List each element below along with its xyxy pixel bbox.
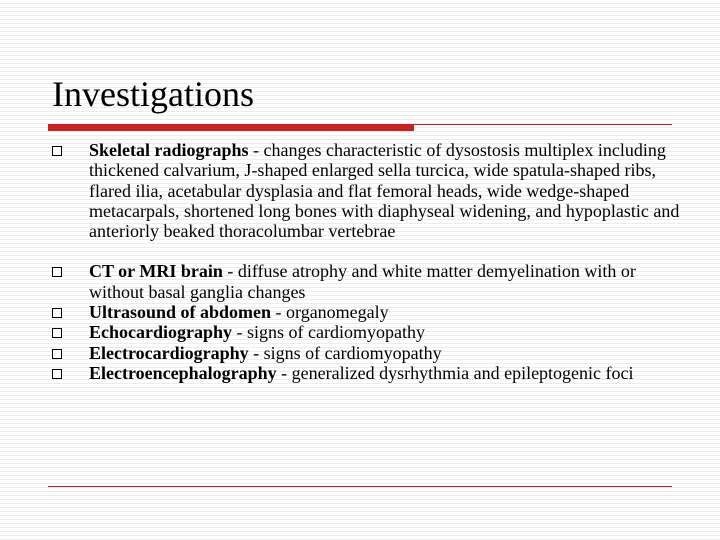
footer-divider: [48, 486, 672, 487]
bullet-item-ultrasound-abdomen: [52, 302, 682, 322]
bullet-text: - signs of cardiomyopathy: [232, 322, 425, 343]
bullet-text: - diffuse atrophy and white matter demyelination with or without basal ganglia changes: [89, 261, 636, 302]
bullet-item-echocardiography: [52, 322, 682, 342]
hollow-square-icon: [52, 369, 62, 379]
hollow-square-icon: [52, 349, 62, 359]
bullet-text: - generalized dysrhythmia and epileptogenic foci: [276, 362, 634, 383]
bullet-term: CT or MRI brain: [89, 261, 223, 282]
bullet-item-ct-mri-brain: [52, 261, 682, 302]
bullet-term: Electrocardiography: [89, 342, 249, 363]
hollow-square-icon: [52, 328, 62, 338]
title-accent-bar: [48, 124, 414, 131]
bullet-item-skeletal-radiographs: [52, 140, 682, 241]
bullet-list: [52, 140, 682, 383]
bullet-term: Echocardiography: [89, 322, 233, 343]
bullet-text: - signs of cardiomyopathy: [248, 342, 442, 363]
bullet-term: Ultrasound of abdomen: [89, 302, 272, 323]
hollow-square-icon: [52, 308, 62, 318]
bullet-term: Electroencephalography: [89, 362, 277, 383]
bullet-item-electrocardiography: [52, 343, 682, 363]
bullet-item-electroencephalography: [52, 363, 682, 383]
slide-title: Investigations: [52, 74, 254, 114]
bullet-text: - changes characteristic of dysostosis multiplex including thickened calvarium, J-shaped enlarged sella turcica, wide spatula-shaped ribs, flared ilia, acetabular dysplasia and flat femoral heads, wide wedge-shaped metacarpals, shortened long bones with diaphyseal widening, and hypoplastic and anteriorly beaked thoracolumbar vertebrae: [89, 140, 680, 242]
bullet-term: Skeletal radiographs: [89, 140, 249, 160]
hollow-square-icon: [52, 267, 62, 277]
bullet-text: - organomegaly: [271, 302, 389, 323]
hollow-square-icon: [52, 146, 62, 156]
